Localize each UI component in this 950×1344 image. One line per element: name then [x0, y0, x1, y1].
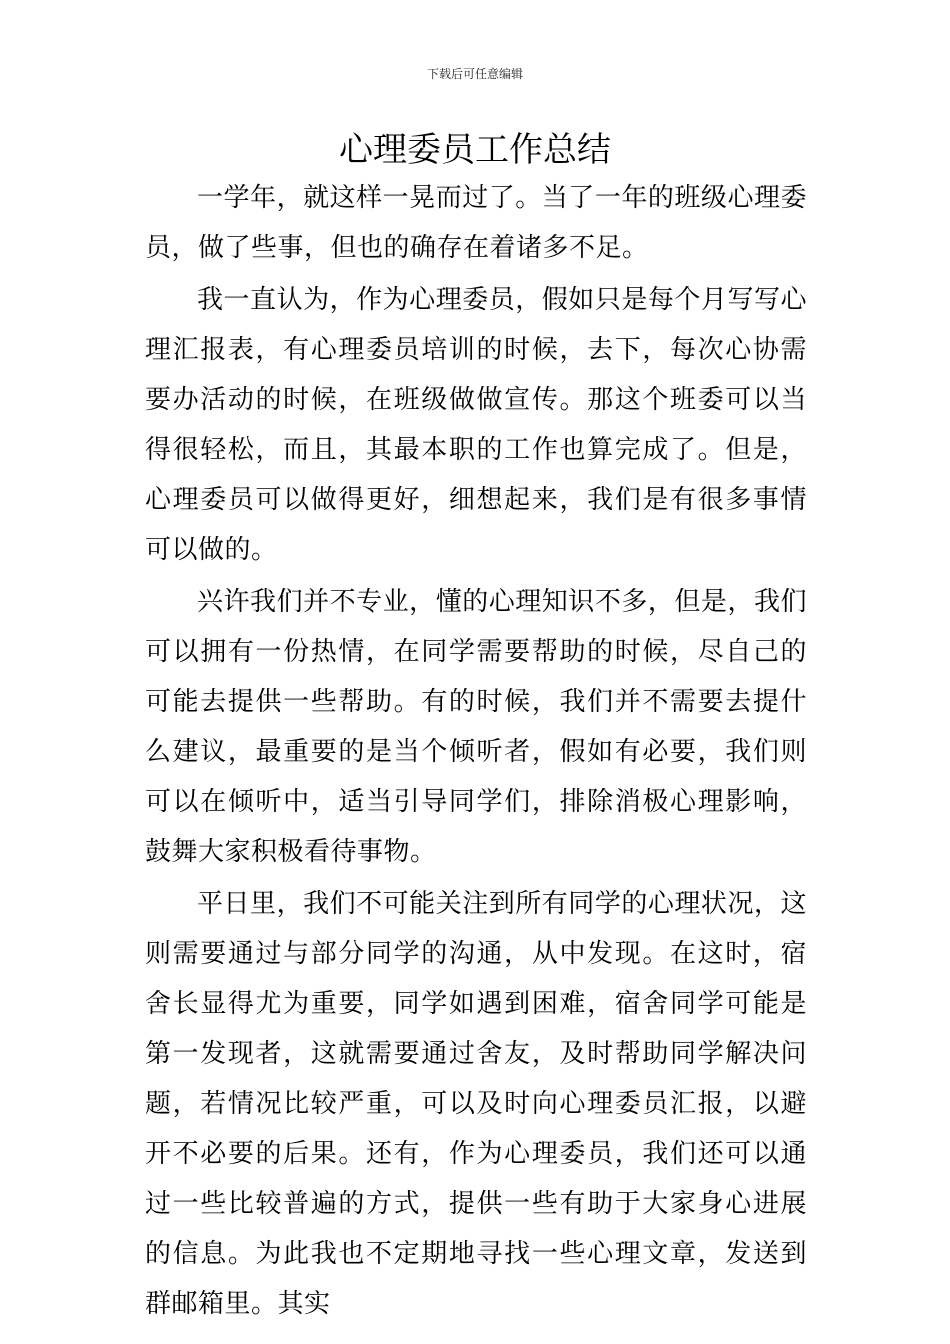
document-body: [145, 173, 807, 1331]
header-note: 下载后可任意编辑: [426, 67, 523, 81]
paragraph: 兴许我们并不专业，懂的心理知识不多，但是，我们可以拥有一份热情，在同学需要帮助的时候，尽自己的可能去提供一些帮助。有的时候，我们并不需要去提什么建议，最重要的是当个倾听者，假如有必要，我们则可以在倾听中，适当引导同学们，排除消极心理影响，鼓舞大家积极看待事物。: [145, 587, 807, 867]
paragraph: 我一直认为，作为心理委员，假如只是每个月写写心理汇报表，有心理委员培训的时候，去下，每次心协需要办活动的时候，在班级做做宣传。那这个班委可以当得很轻松，而且，其最本职的工作也算完成了。但是，心理委员可以做得更好，细想起来，我们是有很多事情可以做的。: [145, 285, 807, 565]
paragraph: 一学年，就这样一晃而过了。当了一年的班级心理委员，做了些事，但也的确存在着诸多不足。: [145, 183, 807, 263]
document-title: 心理委员工作总结: [339, 130, 611, 170]
paragraph: 平日里，我们不可能关注到所有同学的心理状况，这则需要通过与部分同学的沟通，从中发现。在这时，宿舍长显得尤为重要，同学如遇到困难，宿舍同学可能是第一发现者，这就需要通过舍友，及时帮助同学解决问题，若情况比较严重，可以及时向心理委员汇报，以避开不必要的后果。还有，作为心理委员，我们还可以通过一些比较普遍的方式，提供一些有助于大家身心进展的信息。为此我也不定期地寻找一些心理文章，发送到群邮箱里。其实: [145, 889, 807, 1319]
